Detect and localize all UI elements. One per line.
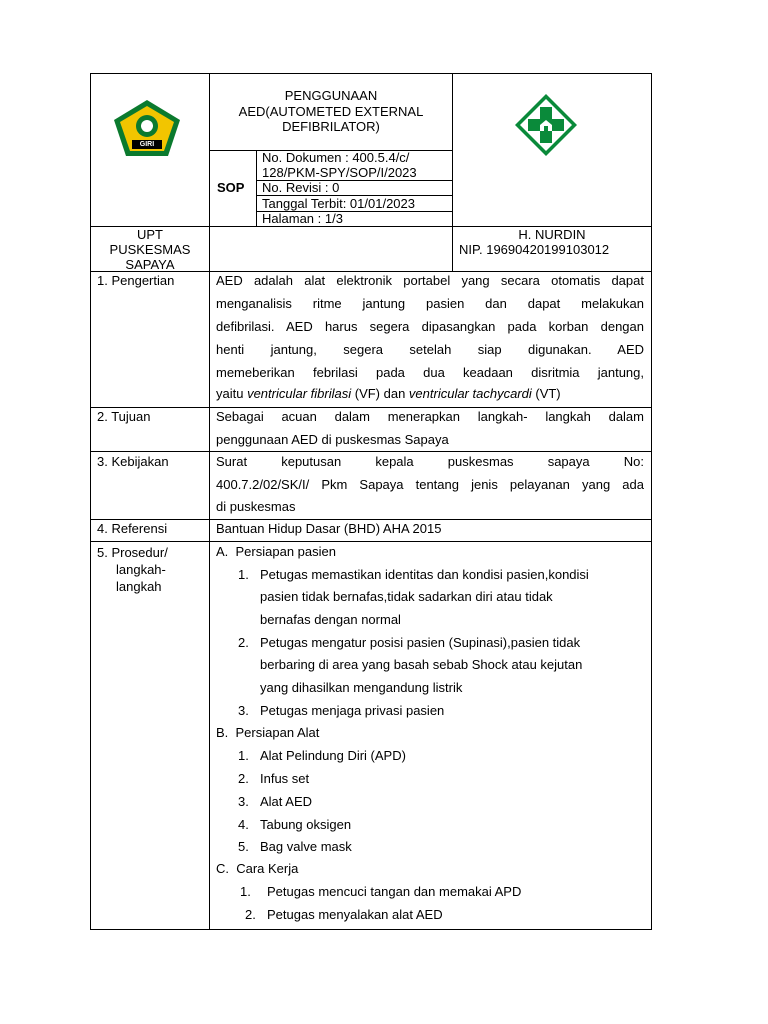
referensi-text: Bantuan Hidup Dasar (BHD) AHA 2015 [216, 521, 442, 536]
organization-name: UPT PUSKESMAS SAPAYA [109, 227, 191, 272]
sop-label: SOP [217, 180, 245, 195]
title-line: PENGGUNAAN [284, 88, 378, 103]
health-cross-logo [514, 93, 578, 157]
left-logo [110, 98, 184, 160]
document-title [210, 88, 452, 135]
section-label-pengertian: 1. Pengertian [97, 273, 175, 288]
signer-name: H. NURDIN [518, 227, 586, 242]
prosedur-c-title: C. Cara Kerja [216, 861, 299, 876]
signer-block [453, 227, 651, 257]
section-label-referensi: 4. Referensi [97, 521, 168, 536]
signer-nip: NIP. 19690420199103012 [459, 242, 610, 257]
title-line: AED(AUTOMETED EXTERNAL [238, 103, 424, 119]
prosedur-b-title: B. Persiapan Alat [216, 725, 320, 740]
document-number: No. Dokumen : 400.5.4/c/ 128/PKM-SPY/SOP/I/2023 [262, 150, 417, 180]
prosedur-a-title: A. Persiapan pasien [216, 544, 336, 559]
section-label-kebijakan: 3. Kebijakan [97, 454, 169, 469]
issue-date: Tanggal Terbit: 01/01/2023 [262, 196, 415, 211]
title-line: DEFIBRILATOR) [282, 119, 380, 134]
section-label-tujuan: 2. Tujuan [97, 409, 151, 424]
page-number: Halaman : 1/3 [262, 211, 343, 226]
left-logo-text: GIRI [139, 141, 155, 148]
section-label-prosedur: 5. Prosedur/ langkah- langkah [97, 545, 168, 594]
revision-number: No. Revisi : 0 [262, 180, 340, 195]
